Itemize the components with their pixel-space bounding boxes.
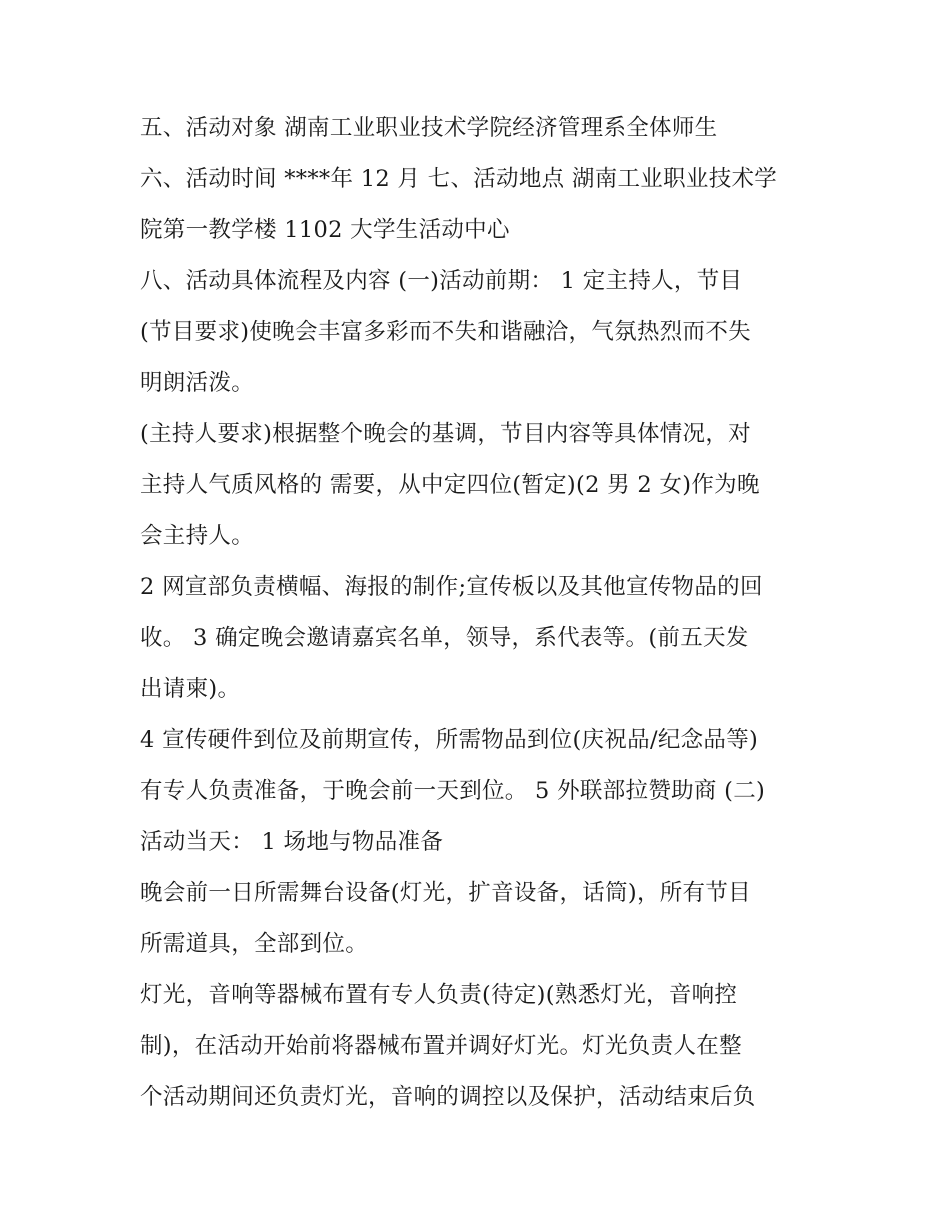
text-line: 个活动期间还负责灯光，音响的调控以及保护，活动结束后负 — [140, 1084, 756, 1110]
text-line: 院第一教学楼 1102 大学生活动中心 — [140, 217, 510, 243]
text-line: 五、活动对象 湖南工业职业技术学院经济管理系全体师生 — [140, 115, 718, 141]
text-line: 八、活动具体流程及内容 (一)活动前期： 1 定主持人，节目 — [140, 268, 743, 294]
text-line: 主持人气质风格的 需要，从中定四位(暂定)(2 男 2 女)作为晚 — [140, 472, 760, 498]
text-line: 出请柬)。 — [140, 676, 241, 702]
text-line: 明朗活泼。 — [140, 370, 255, 396]
text-line: 灯光，音响等器械布置有专人负责(待定)(熟悉灯光，音响控 — [140, 982, 738, 1008]
text-line: 活动当天： 1 场地与物品准备 — [140, 829, 444, 855]
text-line: 4 宣传硬件到位及前期宣传，所需物品到位(庆祝品/纪念品等) — [140, 727, 759, 753]
text-line: (节目要求)使晚会丰富多彩而不失和谐融洽，气氛热烈而不失 — [140, 319, 751, 345]
text-line: 会主持人。 — [140, 523, 255, 549]
text-line: 有专人负责准备，于晚会前一天到位。 5 外联部拉赞助商 (二) — [140, 778, 766, 804]
text-line: 制)，在活动开始前将器械布置并调好灯光。灯光负责人在整 — [140, 1033, 742, 1059]
text-line: 晚会前一日所需舞台设备(灯光，扩音设备，话筒)，所有节目 — [140, 880, 751, 906]
text-line: 收。 3 确定晚会邀请嘉宾名单，领导，系代表等。(前五天发 — [140, 625, 749, 651]
text-line: (主持人要求)根据整个晚会的基调，节目内容等具体情况，对 — [140, 421, 751, 447]
text-line: 所需道具，全部到位。 — [140, 931, 369, 957]
text-line: 六、活动时间 ****年 12 月 七、活动地点 湖南工业职业技术学 — [140, 166, 778, 192]
text-line: 2 网宣部负责横幅、海报的制作;宣传板以及其他宣传物品的回 — [140, 574, 763, 600]
